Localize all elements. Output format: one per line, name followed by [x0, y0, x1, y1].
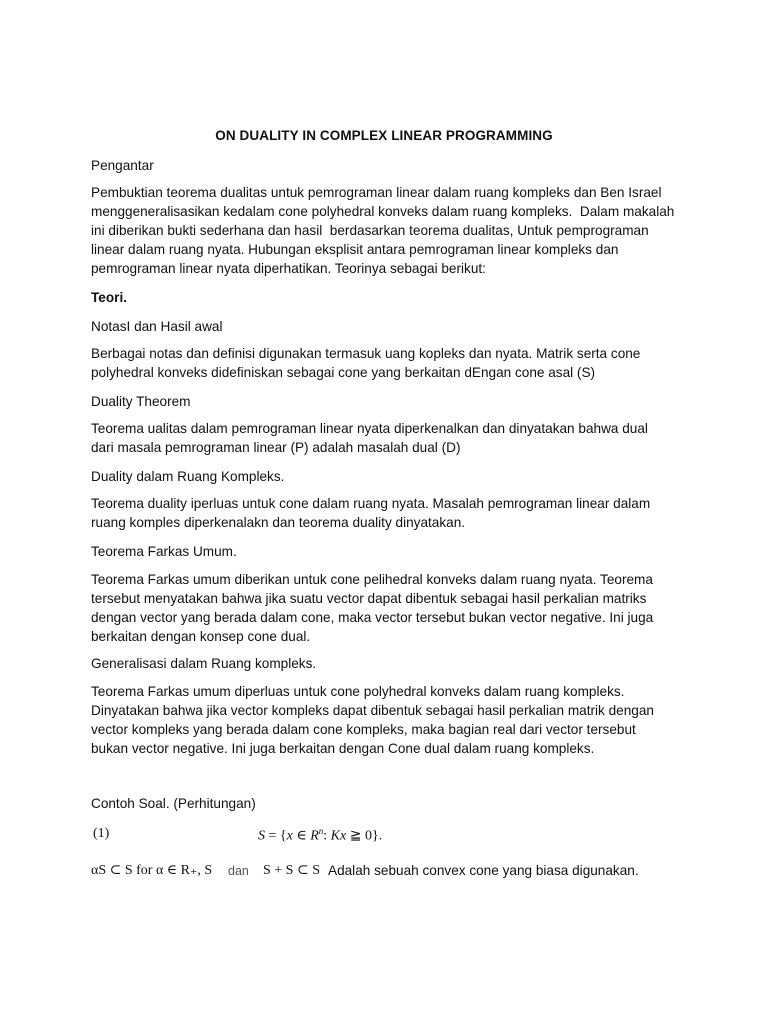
generalisasi-heading: Generalisasi dalam Ruang kompleks. — [91, 656, 317, 671]
eq-exponent-n: n — [318, 826, 324, 836]
eq-symbol-kx: Kx — [330, 828, 347, 844]
duality-heading: Duality Theorem — [91, 394, 191, 409]
paragraph-line: Berbagai notas dan definisi digunakan termasuk uang kopleks dan nyata. Matrik serta cone — [91, 346, 641, 361]
contoh-soal-heading: Contoh Soal. (Perhitungan) — [91, 796, 256, 811]
generalisasi-paragraph — [91, 682, 681, 758]
ruang-kompleks-paragraph — [91, 494, 681, 532]
eq-colon: : — [323, 828, 331, 844]
document-title: ON DUALITY IN COMPLEX LINEAR PROGRAMMING — [215, 128, 553, 143]
paragraph-line: tersebut menyatakan bahwa jika suatu vector dapat dibentuk sebagai hasil perkalian matriks — [91, 591, 647, 606]
paragraph-line: vector kompleks yang berada dalam cone kompleks, maka bagian real dari vector tersebut — [91, 722, 636, 737]
teori-heading: Teori. — [91, 290, 128, 305]
farkas-paragraph — [91, 570, 681, 646]
paragraph-line: Teorema ualitas dalam pemrograman linear nyata diperkenalkan dan dinyatakan bahwa dual — [91, 421, 648, 436]
notasi-heading: NotasI dan Hasil awal — [91, 319, 223, 334]
ruang-kompleks-heading: Duality dalam Ruang Kompleks. — [91, 469, 285, 484]
convex-condition-left: αS ⊂ S for α ∈ R₊, S — [91, 863, 213, 878]
paragraph-line: dari masala pemrograman linear (P) adalah masalah dual (D) — [91, 440, 461, 455]
farkas-heading: Teorema Farkas Umum. — [91, 544, 237, 559]
equation-number: (1) — [93, 826, 110, 841]
eq-symbol-r: R — [310, 828, 319, 844]
duality-paragraph — [91, 419, 681, 457]
paragraph-line: Teorema Farkas umum diperluas untuk cone polyhedral konveks dalam ruang kompleks. — [91, 684, 625, 699]
convex-condition-right: S + S ⊂ S — [263, 863, 320, 878]
paragraph-line: dengan vector yang berada dalam cone, maka vector tersebut bukan vector negative. Ini juga — [91, 610, 654, 625]
eq-symbol-x: x — [286, 828, 293, 844]
paragraph-line: linear dalam ruang nyata. Hubungan eksplisit antara pemrograman linear kompleks dan — [91, 242, 619, 257]
paragraph-line: Teorema Farkas umum diberikan untuk cone pelihedral konveks dalam ruang nyata. Teorema — [91, 572, 653, 587]
pengantar-heading: Pengantar — [91, 158, 154, 173]
paragraph-line: pemrograman linear nyata diperhatikan. Teorinya sebagai berikut: — [91, 261, 486, 276]
eq-open: = { — [265, 828, 287, 844]
paragraph-line: Pembuktian teorema dualitas untuk pemrograman linear dalam ruang kompleks dan Ben Israel — [91, 185, 662, 200]
notasi-paragraph — [91, 344, 681, 382]
paragraph-line: menggeneralisasikan kedalam cone polyhedral konveks dalam ruang kompleks. Dalam makalah — [91, 204, 675, 219]
paragraph-line: polyhedral konveks didefiniskan sebagai cone yang berkaitan dEngan cone asal (S) — [91, 365, 596, 380]
eq-symbol-s: S — [258, 828, 265, 844]
paragraph-line: ruang komples diperkenalakn dan teorema duality dinyatakan. — [91, 515, 466, 530]
paragraph-line: ini diberikan bukti sederhana dan hasil berdasarkan teorema dualitas, Untuk pemprograman — [91, 223, 649, 238]
equation-set-definition — [258, 826, 382, 845]
pengantar-paragraph — [91, 183, 681, 278]
paragraph-line: berkaitan dengan konsep cone dual. — [91, 629, 311, 644]
paragraph-line: Teorema duality iperluas untuk cone dalam ruang nyata. Masalah pemrograman linear dalam — [91, 496, 651, 511]
paragraph-line: Dinyatakan bahwa jika vector kompleks dapat dibentuk sebagai hasil perkalian matrik dengan — [91, 703, 654, 718]
paragraph-line: bukan vector negative. Ini juga berkaitan dengan Cone dual dalam ruang kompleks. — [91, 741, 595, 756]
eq-geq: ≧ 0}. — [346, 828, 383, 844]
dan-label: dan — [228, 864, 249, 878]
eq-in: ∈ — [292, 828, 311, 844]
convex-cone-text: Adalah sebuah convex cone yang biasa digunakan. — [328, 863, 639, 878]
